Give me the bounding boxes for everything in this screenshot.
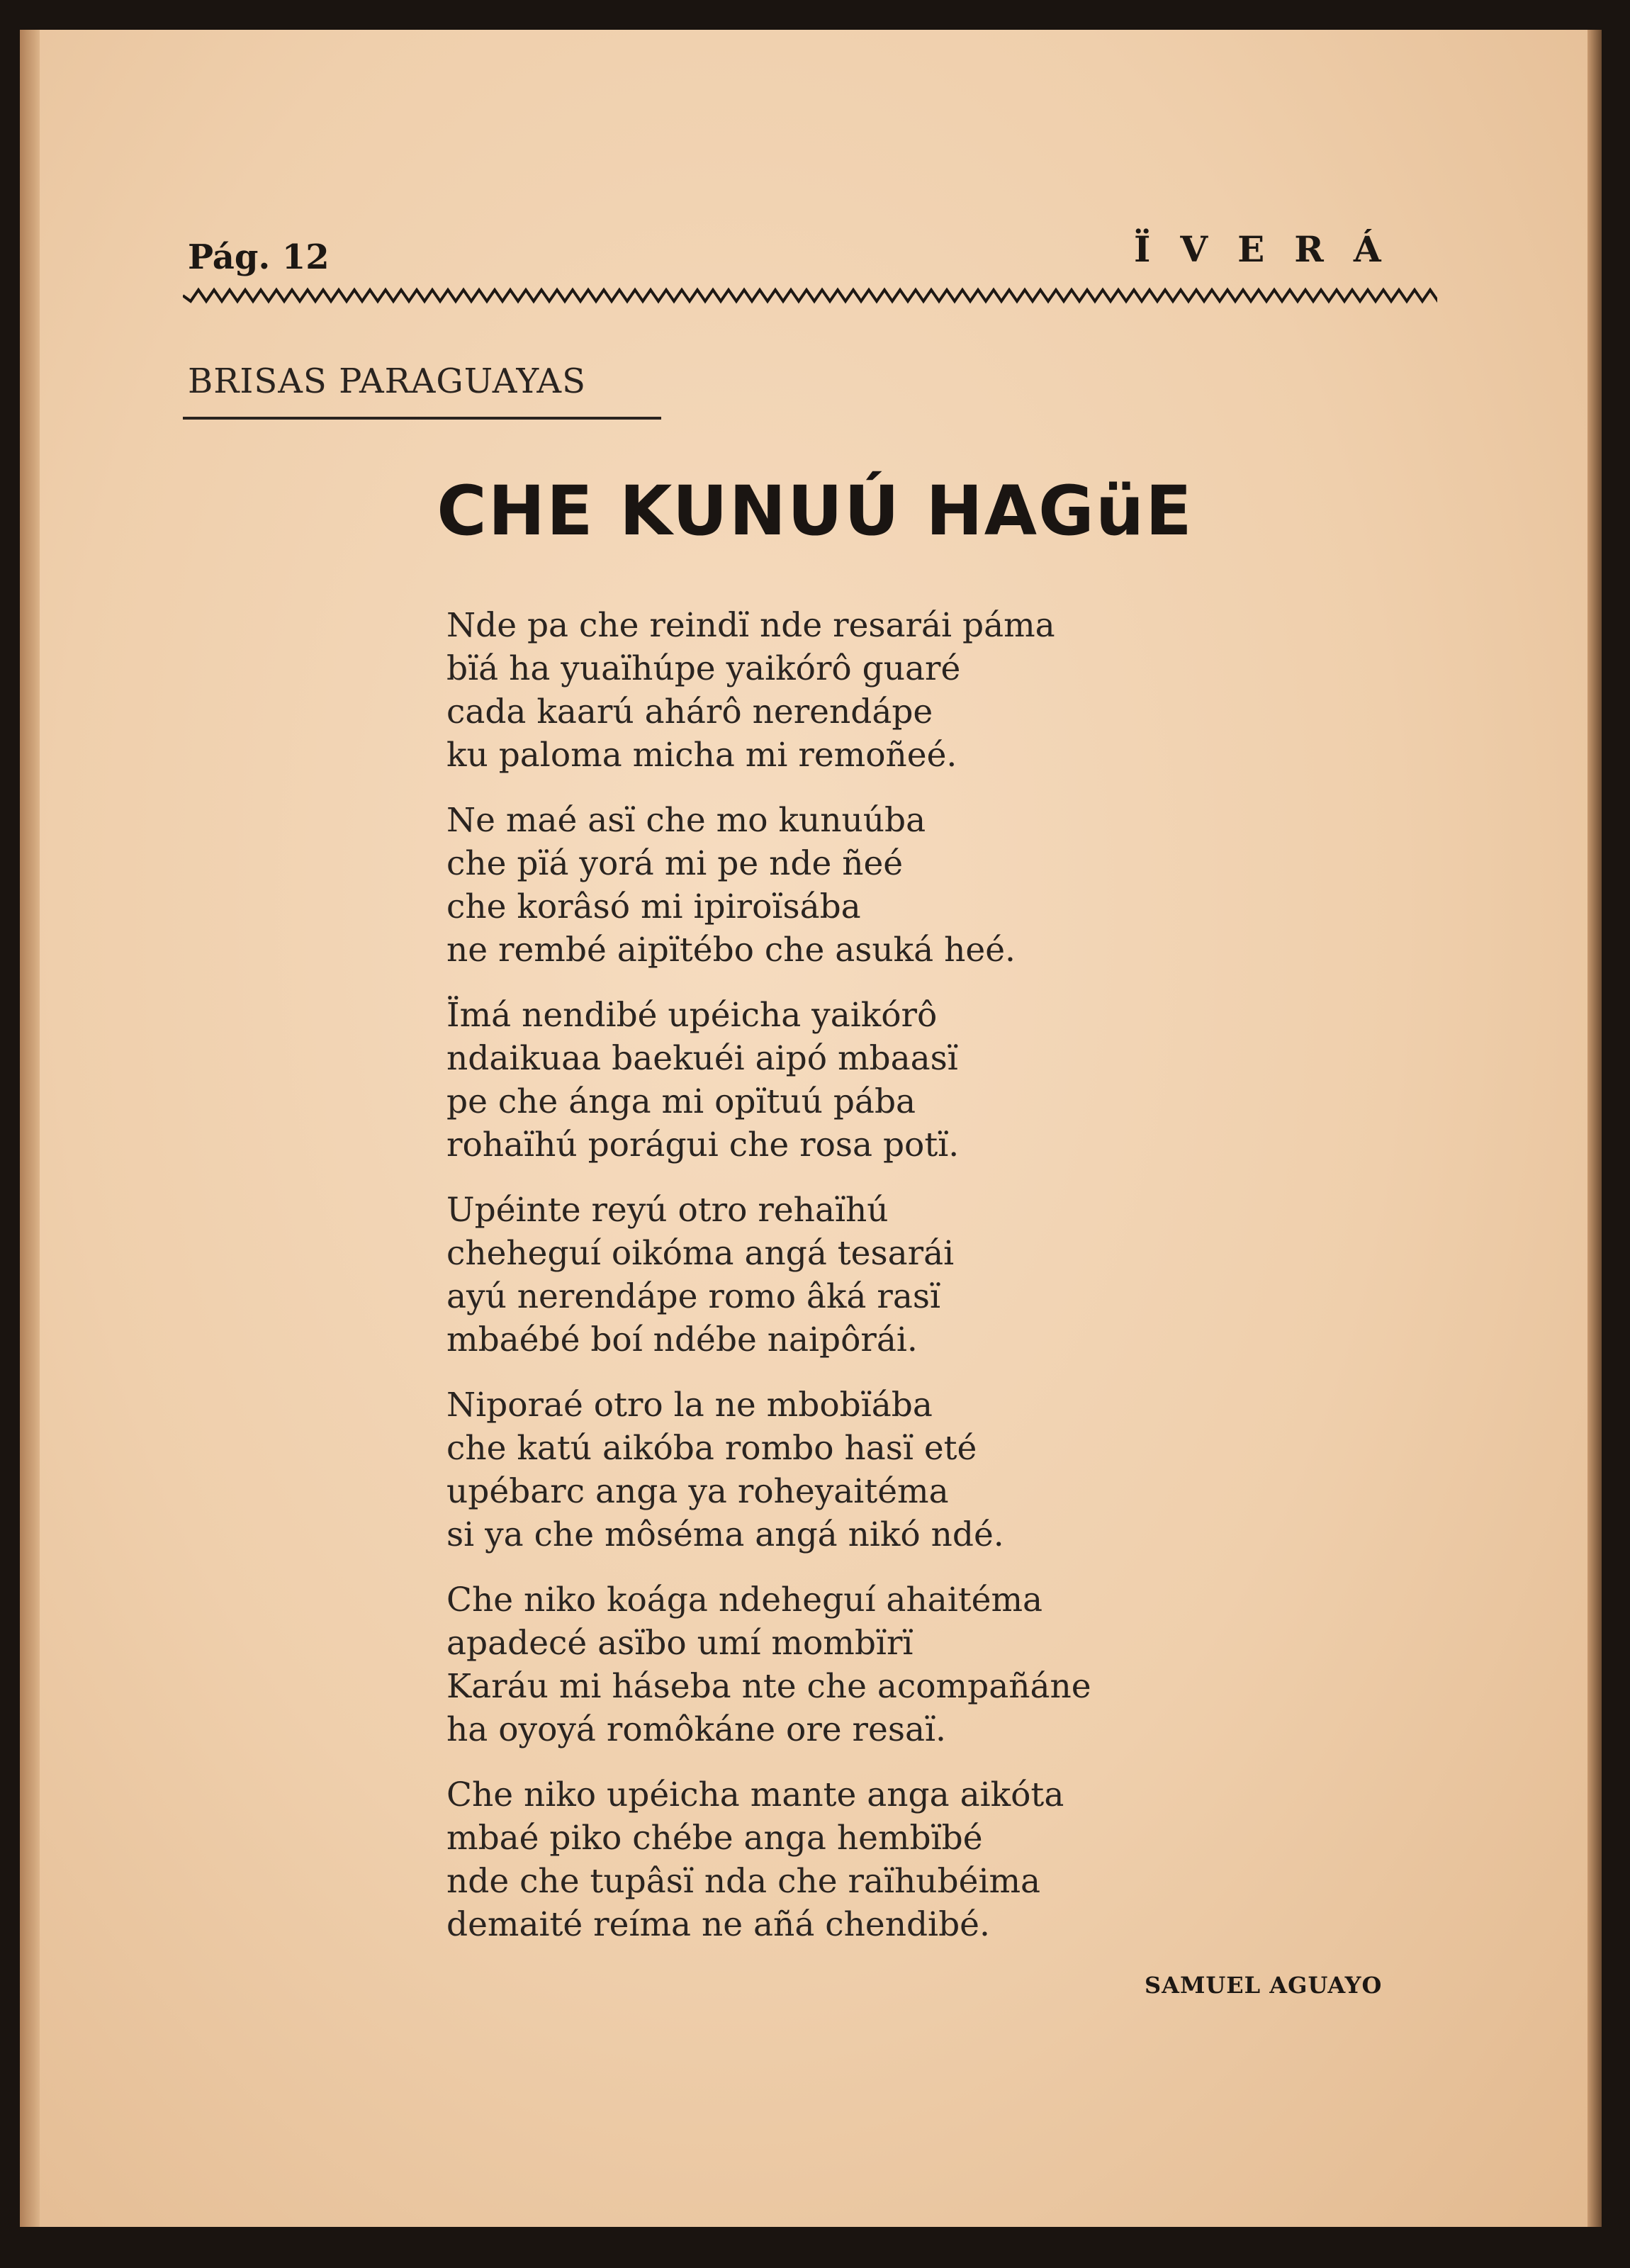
poem-line: pe che ánga mi opïtuú pába: [446, 1082, 916, 1121]
poem-body: [446, 604, 1091, 1968]
stanza: [446, 604, 1091, 777]
poem-line: cada kaarú ahárô nerendápe: [446, 692, 933, 731]
poem-line: demaité reíma ne añá chendibé.: [446, 1905, 990, 1944]
stanza: [446, 1773, 1091, 1946]
poem-line: apadecé asïbo umí mombïrï: [446, 1624, 914, 1663]
poem-line: Ne maé asï che mo kunuúba: [446, 801, 926, 840]
poem-title: CHE KUNUÚ HAGüE: [437, 471, 1193, 551]
poem-line: Che niko koága ndeheguí ahaitéma: [446, 1581, 1043, 1619]
stanza: [446, 994, 1091, 1167]
poem-line: bïá ha yuaïhúpe yaikórô guaré: [446, 649, 961, 688]
stanza: [446, 1383, 1091, 1556]
poem-line: che pïá yorá mi pe nde ñeé: [446, 844, 904, 883]
poem-line: Upéinte reyú otro rehaïhú: [446, 1191, 889, 1230]
poem-line: Nde pa che reindï nde resarái páma: [446, 606, 1055, 645]
poem-line: cheheguí oikóma angá tesarái: [446, 1234, 955, 1273]
poem-line: si ya che môséma angá nikó ndé.: [446, 1515, 1004, 1554]
poem-line: rohaïhú porágui che rosa potï.: [446, 1125, 960, 1164]
stanza: [446, 1189, 1091, 1362]
poem-line: ndaikuaa baekuéi aipó mbaasï: [446, 1039, 958, 1078]
poem-line: ayú nerendápe romo âká rasï: [446, 1277, 941, 1316]
stanza: [446, 1578, 1091, 1751]
poem-line: Che niko upéicha mante anga aikóta: [446, 1775, 1064, 1814]
poem-line: Karáu mi háseba nte che acompañáne: [446, 1667, 1091, 1706]
poem-line: mbaébé boí ndébe naipôrái.: [446, 1320, 918, 1359]
stanza: [446, 799, 1091, 972]
poem-line: upébarc anga ya roheyaitéma: [446, 1472, 949, 1511]
poem-line: Niporaé otro la ne mbobïába: [446, 1386, 933, 1425]
page-edge: [1587, 30, 1602, 2227]
wavy-rule: [183, 287, 1437, 304]
poem-line: mbaé piko chébe anga hembïbé: [446, 1819, 983, 1858]
poem-line: ha oyoyá romôkáne ore resaï.: [446, 1710, 946, 1749]
page-number: Pág. 12: [188, 237, 330, 277]
poem-author: SAMUEL AGUAYO: [1145, 1972, 1383, 1999]
poem-line: che katú aikóba rombo hasï eté: [446, 1429, 977, 1468]
section-label: BRISAS PARAGUAYAS: [188, 361, 586, 401]
poem-line: Ïmá nendibé upéicha yaikórô: [446, 996, 938, 1035]
poem-line: che korâsó mi ipiroïsába: [446, 887, 861, 926]
poem-line: ku paloma micha mi remoñeé.: [446, 736, 957, 775]
page-spine: [20, 30, 40, 2227]
poem-line: nde che tupâsï nda che raïhubéima: [446, 1862, 1041, 1901]
poem-line: ne rembé aipïtébo che asuká heé.: [446, 931, 1016, 970]
magazine-title: ÏVERÁ: [1134, 228, 1411, 270]
section-underline: [183, 417, 661, 420]
